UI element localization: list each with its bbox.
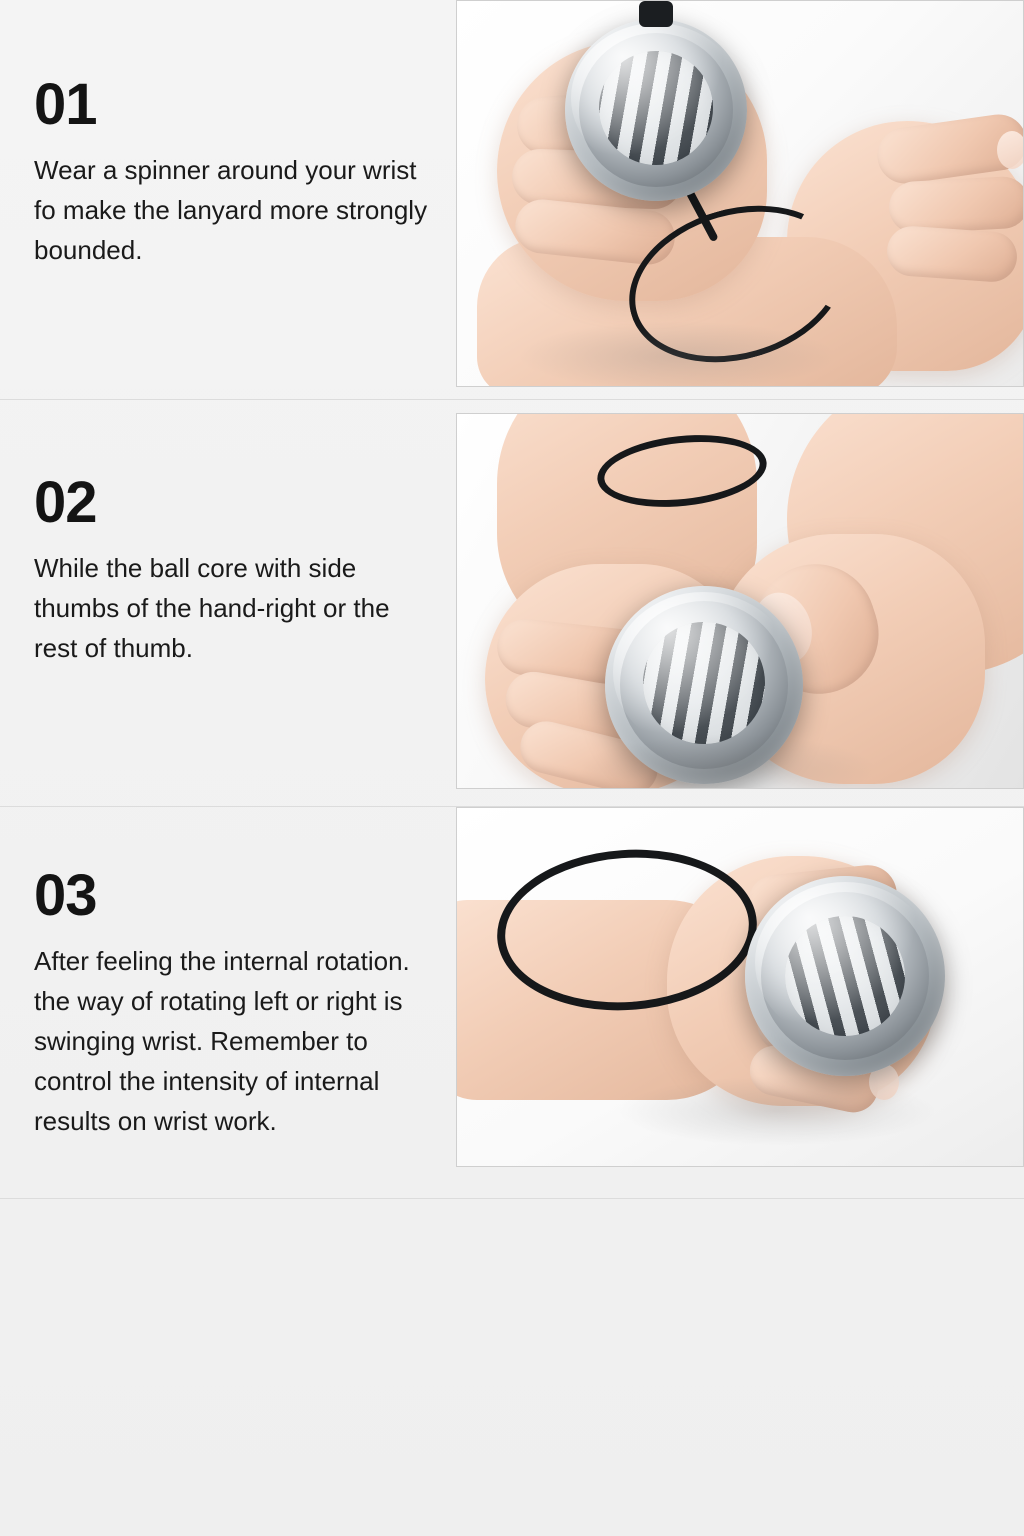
step-section-2: [0, 400, 1024, 807]
photo-scene-3: [457, 808, 1023, 1166]
lanyard-clip: [639, 1, 673, 27]
step-2-text-column: [0, 400, 456, 806]
photo-shadow: [517, 321, 837, 387]
step-3-description: After feeling the internal rotation. the way of rotating left or right is swinging wrist. Remember to control the intensity of internal results on wrist work.: [34, 946, 410, 1136]
step-section-3: [0, 807, 1024, 1199]
spinner-window: [785, 916, 905, 1036]
step-3-number: 03: [34, 863, 97, 928]
step-3-photo: [456, 807, 1024, 1167]
step-1-description: Wear a spinner around your wrist fo make the lanyard more strongly bounded.: [34, 155, 428, 265]
step-section-1: [0, 0, 1024, 400]
step-2-number: 02: [34, 470, 97, 535]
spinner-core-stripes: [599, 51, 713, 165]
spinner-core-stripes: [643, 622, 765, 744]
photo-scene-1: [457, 1, 1023, 386]
step-3-image-column: [456, 807, 1024, 1198]
spinner-window: [599, 51, 713, 165]
spinner-ball: [565, 19, 747, 201]
step-1-photo: [456, 0, 1024, 387]
step-2-description: While the ball core with side thumbs of the hand-right or the rest of thumb.: [34, 553, 390, 663]
step-2-photo: [456, 413, 1024, 789]
fingernail: [997, 131, 1024, 169]
step-1-text-column: [0, 0, 456, 399]
right-ring-finger: [885, 225, 1018, 284]
step-1-image-column: [456, 0, 1024, 399]
spinner-core-stripes: [785, 916, 905, 1036]
spinner-ball: [745, 876, 945, 1076]
photo-scene-2: [457, 414, 1023, 788]
photo-shadow: [617, 1076, 937, 1146]
step-2-image-column: [456, 400, 1024, 806]
step-1-number: 01: [34, 72, 97, 137]
step-3-text-column: [0, 807, 456, 1198]
spinner-window: [643, 622, 765, 744]
